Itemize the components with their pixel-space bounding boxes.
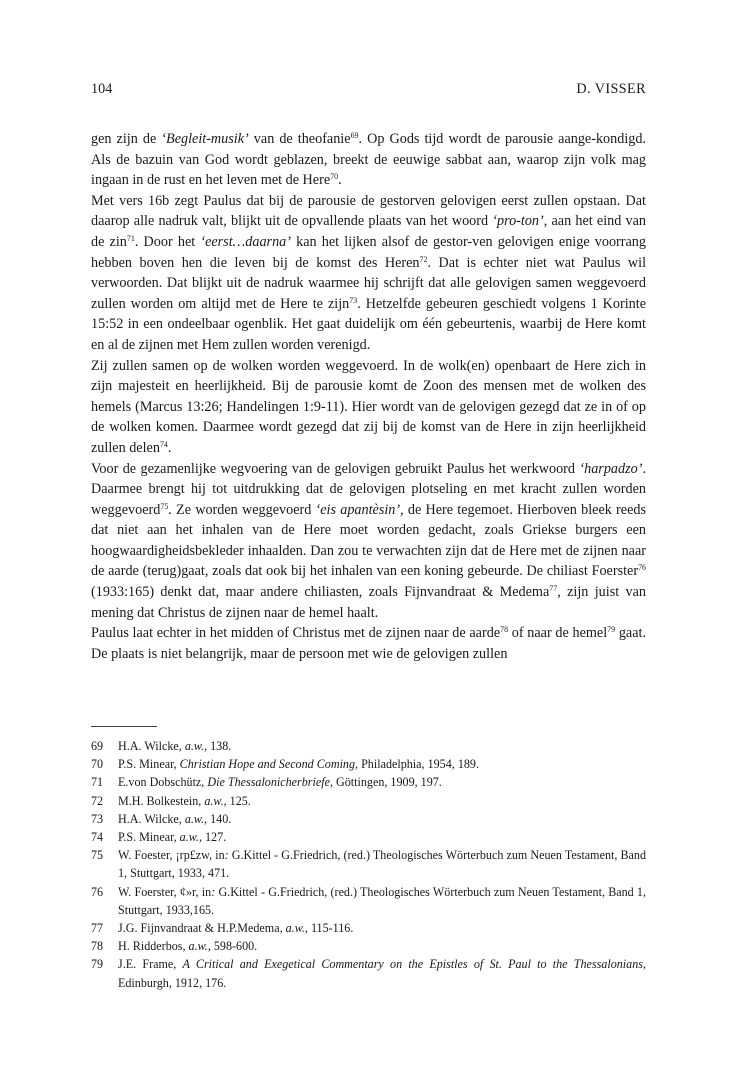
- text-run: Paulus laat echter in het midden of Christus met de zijnen naar de aarde: [91, 625, 501, 642]
- footnote-text: W. Foester, ¡rp£zw, in: G.Kittel - G.Friedrich, (red.) Theologisches Wörterbuch zum Neuen Testament, Band 1, Stuttgart, 1933, 471.: [118, 848, 647, 881]
- footnote-77: [91, 919, 646, 937]
- body-text: [91, 129, 646, 664]
- footnote-ref: 70: [330, 172, 339, 182]
- footnote-ref: 69: [350, 131, 359, 141]
- text-run: of naar de hemel: [508, 625, 608, 642]
- italic-term: ‘eis apantèsin’: [315, 501, 401, 518]
- paragraph-4: [91, 459, 646, 624]
- footnote-73: [91, 810, 646, 828]
- footnote-number: 76: [91, 884, 104, 899]
- footnote-text: H.A. Wilcke, a.w., 140.: [118, 811, 232, 826]
- text-run: .: [338, 172, 342, 189]
- text-run: (1933:165) denkt dat, maar andere chiliasten, zoals Fijnvandraat & Medema: [91, 584, 550, 601]
- footnote-number: 71: [91, 775, 104, 790]
- text-run: .: [167, 439, 172, 456]
- footnote-text: J.E. Frame, A Critical and Exegetical Commentary on the Epistles of St. Paul to the Thessalonians, Edinburgh, 1912, 176.: [118, 957, 646, 990]
- italic-term: ‘eerst…daarna’: [200, 233, 291, 250]
- running-head-author: D. VISSER: [576, 81, 646, 97]
- footnote-ref: 71: [126, 234, 135, 244]
- footnote-text: H.A. Wilcke, a.w., 138.: [118, 739, 232, 753]
- footnote-71: [91, 773, 646, 791]
- footnote-72: [91, 792, 646, 810]
- footnote-ref: 75: [160, 501, 169, 511]
- italic-term: ‘Begleit-musik’: [161, 131, 249, 147]
- footnote-number: 72: [91, 793, 104, 808]
- footnote-75: [91, 846, 646, 882]
- text-run: Zij zullen samen op de wolken worden weggevoerd. In de wolk(en) openbaart de Here zich in zijn majesteit en heerlijkheid. Bij de parousie komt de Zoon des mensen met de wolken des hemels (Marcus 13:26; Handelingen 1:9-11). Hier wordt van de gelovigen gezegd dat ze in of op de wolken komen. Daarmee wordt gezegd dat zij bij de komst van de Here in zijn heerlijkheid zullen delen: [91, 357, 646, 456]
- footnote-text: J.G. Fijnvandraat & H.P.Medema, a.w., 115-116.: [118, 921, 354, 936]
- text-run: Voor de gezamenlijke wegvoering van de gelovigen gebruikt Paulus het werkwoord: [91, 460, 580, 477]
- footnote-79: [91, 955, 646, 991]
- text-run: gaat. De plaats is niet belangrijk, maar de persoon met wie de gelovigen zullen: [91, 625, 646, 662]
- footnote-text: P.S. Minear, a.w., 127.: [118, 830, 227, 845]
- text-run: van de theofanie: [248, 131, 351, 147]
- footnote-ref: 76: [638, 563, 646, 573]
- footnote-ref: 78: [500, 625, 509, 635]
- text-run: gen zijn de: [91, 131, 162, 147]
- footnote-ref: 74: [159, 439, 168, 449]
- footnote-70: [91, 755, 646, 773]
- footnote-number: 79: [91, 957, 104, 972]
- footnote-text: H. Ridderbos, a.w., 598-600.: [118, 939, 258, 954]
- text-run: , zijn juist van mening dat Christus de zijnen naar de hemel haalt.: [91, 584, 646, 621]
- text-run: . Ze worden weggevoerd: [168, 501, 316, 518]
- footnote-74: [91, 828, 646, 846]
- text-run: , aan het eind van de zin: [91, 213, 646, 250]
- text-run: . Dat is echter niet wat Paulus wil verwoorden. Dat blijkt uit de nadruk waarmee hij schrijft dat alle gelovigen samen weggevoerd zullen worden om altijd met de Here te zijn: [91, 254, 647, 312]
- footnote-76: [91, 883, 646, 919]
- text-run: . Hetzelfde gebeuren geschiedt volgens 1 Korinte 15:52 in een ondeelbaar ogenblik. Het gaat duidelijk om één gebeurtenis, waarbij de Here komt en al de zijnen met Hem zullen worden verenigd.: [91, 295, 646, 353]
- page-number: 104: [91, 81, 113, 97]
- footnotes: [91, 737, 646, 992]
- footnote-number: 77: [91, 921, 104, 936]
- text-run: kan het lijken alsof de gestor-ven gelovigen enige voorrang hebben boven hen die leven bij de komst des Heren: [91, 233, 646, 271]
- paragraph-1: [91, 129, 646, 191]
- footnote-number: 78: [91, 939, 104, 954]
- footnote-text: P.S. Minear, Christian Hope and Second Coming, Philadelphia, 1954, 189.: [118, 757, 479, 772]
- footnote-ref: 79: [607, 625, 616, 635]
- italic-term: ‘pro-ton’: [492, 213, 544, 230]
- paragraph-2: [91, 191, 646, 356]
- footnote-number: 70: [91, 757, 104, 772]
- footnote-number: 74: [91, 830, 104, 845]
- footnote-text: M.H. Bolkestein, a.w., 125.: [118, 793, 251, 808]
- text-run: . Op Gods tijd wordt de parousie aange-kondigd. Als de bazuin van God wordt geblazen, breekt de eeuwige sabbat aan, waarop zijn volk mag ingaan in de rust en het leven met de Here: [91, 131, 647, 189]
- footnote-78: [91, 937, 646, 955]
- footnote-ref: 77: [549, 584, 558, 594]
- footnote-ref: 73: [349, 295, 358, 305]
- text-run: . Door het: [134, 233, 201, 250]
- italic-term: ‘harpadzo’: [579, 460, 643, 477]
- footnote-number: 75: [91, 848, 104, 863]
- footnote-ref: 72: [419, 254, 428, 264]
- text-run: . Daarmee brengt hij tot uitdrukking dat de gelovigen plotseling en met kracht zullen worden weggevoerd: [91, 460, 646, 518]
- text-run: , de Here tegemoet. Hierboven bleek reeds dat niet aan het inhalen van de Here moet worden gedacht, zoals Griekse burgers een hoogwaardigheidsbekleder inhaalden. Dan zou te verwachten zijn dat de Here met de zijnen naar de aarde (terug)gaat, zoals dat ook bij het inhalen van een koning gebeurde. De chiliast Foerster: [91, 501, 646, 580]
- footnote-69: [91, 737, 646, 755]
- footnote-text: W. Foerster, ¢»r, in: G.Kittel - G.Friedrich, (red.) Theologisches Wörterbuch zum Neuen Testament, Band 1, Stuttgart, 1933,165.: [118, 884, 646, 917]
- footnote-separator: [91, 726, 157, 727]
- footnote-text: E.von Dobschütz, Die Thessalonicherbriefe, Göttingen, 1909, 197.: [118, 775, 442, 790]
- footnote-number: 69: [91, 739, 104, 753]
- paragraph-5: [91, 623, 646, 664]
- footnote-number: 73: [91, 811, 104, 826]
- paragraph-3: [91, 356, 646, 459]
- text-run: Met vers 16b zegt Paulus dat bij de parousie de gestorven gelovigen eerst zullen opstaan. Dat daarop alle nadruk valt, blijkt uit de opvallende plaats van het woord: [91, 192, 646, 230]
